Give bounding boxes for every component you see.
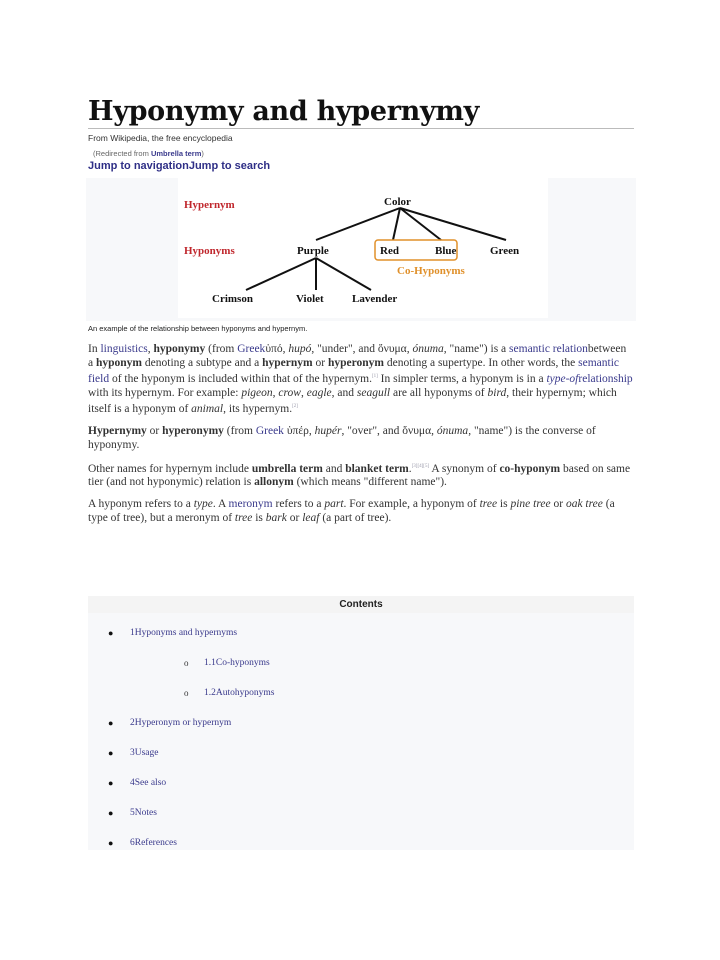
text: or	[286, 512, 303, 525]
page-title: Hyponymy and hypernymy	[88, 96, 634, 129]
text: is	[497, 498, 511, 511]
link-semantic-relation[interactable]: semantic relation	[509, 343, 588, 355]
text: In	[88, 343, 101, 355]
toc-item-1-1[interactable]	[184, 658, 270, 668]
link-type-of-text: type-of	[546, 372, 579, 385]
text-italic: pigeon	[241, 386, 273, 399]
label-cohyponyms: Co-Hyponyms	[397, 265, 465, 277]
text-italic: oak tree	[565, 498, 603, 511]
text-italic: ónuma	[412, 343, 444, 355]
term-hypernymy: Hypernymy	[88, 424, 147, 437]
text: (which means "different name").	[293, 476, 447, 489]
term-hyponym: hyponym	[95, 357, 143, 369]
redirect-suffix: )	[201, 149, 204, 158]
text: , and	[331, 386, 357, 399]
toc-item-label: 1.1Co-hyponyms	[204, 658, 270, 668]
text: , "name") is the converse of hyponymy.	[88, 424, 596, 451]
text-italic: eagle	[306, 386, 332, 399]
label-hyponyms: Hyponyms	[184, 245, 235, 257]
text-italic: part	[324, 498, 344, 511]
text: .	[408, 462, 412, 475]
text-italic: type	[193, 498, 213, 511]
link-type-of[interactable]	[546, 373, 632, 385]
link-semantic-field[interactable]: semantic field	[88, 357, 620, 385]
text: . A	[212, 498, 229, 511]
text-italic: hupér	[314, 424, 342, 437]
text: (a type of tree), but a meronym of	[88, 498, 615, 525]
text: , their hypernym; which itself is a hyponym of	[88, 386, 617, 415]
toc-item-label: 2Hyperonym or hypernym	[130, 718, 232, 728]
node-color: Color	[384, 196, 411, 208]
text: or	[312, 357, 328, 369]
reference-2[interactable]: [2]	[292, 403, 298, 409]
text: , "name") is a	[443, 343, 510, 355]
text-italic: animal	[191, 402, 224, 415]
paragraph-other-names	[88, 460, 634, 490]
toc-item-4[interactable]	[108, 778, 167, 788]
text: or	[146, 424, 163, 437]
text: denoting a subtype and a	[142, 357, 263, 369]
node-red: Red	[380, 245, 399, 257]
toc-item-label: 4See also	[130, 778, 167, 788]
reference-3-4-5[interactable]: [3][4][5]	[411, 463, 430, 469]
table-of-contents	[88, 596, 634, 850]
text: ,	[300, 386, 307, 399]
text: refers to a	[272, 498, 325, 511]
label-hypernym: Hypernym	[184, 199, 235, 211]
text-italic: ónuma	[436, 424, 469, 437]
paragraph-hyponymy	[88, 342, 634, 416]
link-greek[interactable]: Greek	[255, 424, 284, 437]
text: (a part of tree).	[319, 512, 392, 525]
text: are all hyponyms of	[390, 386, 488, 399]
link-meronym[interactable]: meronym	[228, 498, 273, 511]
text: ,	[272, 386, 279, 399]
bullet-icon: ●	[108, 718, 114, 728]
bullet-icon: ●	[108, 838, 114, 848]
text: denoting a supertype. In other words, the	[383, 357, 579, 369]
article	[88, 96, 634, 525]
link-linguistics[interactable]: linguistics	[100, 343, 148, 355]
text-italic: bark	[265, 512, 287, 525]
term-allonym: allonym	[254, 476, 294, 489]
circle-bullet-icon: o	[184, 658, 189, 668]
node-crimson: Crimson	[212, 293, 253, 305]
text: A synonym of	[429, 462, 500, 475]
text-italic: tree	[234, 512, 253, 525]
figure-box	[86, 178, 636, 321]
bullet-icon: ●	[108, 778, 114, 788]
toc-item-label: 1.2Autohyponyms	[204, 688, 275, 698]
text: between a	[88, 343, 627, 369]
text-italic: crow	[278, 386, 301, 399]
toc-item-2[interactable]	[108, 718, 232, 728]
node-lavender: Lavender	[352, 293, 398, 305]
bullet-icon: ●	[108, 748, 114, 758]
term-co-hyponym: co-hyponym	[499, 462, 561, 475]
toc-item-6[interactable]	[108, 838, 177, 848]
text: and	[322, 462, 346, 475]
term-hyponymy: hyponymy	[153, 343, 206, 355]
toc-item-1[interactable]	[108, 628, 238, 638]
toc-item-5[interactable]	[108, 808, 157, 818]
term-hyperonymy: hyperonymy	[162, 424, 224, 437]
site-subtitle: From Wikipedia, the free encyclopedia	[88, 133, 233, 143]
toc-item-3[interactable]	[108, 748, 159, 758]
text-italic: pine tree	[510, 498, 551, 511]
redirect-link[interactable]: Umbrella term	[150, 149, 202, 158]
text: Other names for hypernym include	[88, 462, 252, 475]
text: based on same tier (and not hyponymic) relation is	[88, 462, 631, 489]
toc-item-1-2[interactable]	[184, 688, 275, 698]
text: . For example, a hyponym of	[343, 498, 480, 511]
jump-links	[88, 160, 634, 172]
toc-item-label: 5Notes	[130, 808, 157, 818]
text: , "over", and ὄνυμα,	[341, 424, 437, 437]
text: (from	[205, 343, 238, 355]
jump-to-search-link[interactable]: Jump to search	[188, 160, 271, 172]
text: , its hypernym.	[223, 402, 293, 415]
node-green: Green	[490, 245, 520, 257]
jump-to-navigation-link[interactable]: Jump to navigation	[88, 160, 189, 172]
circle-bullet-icon: o	[184, 688, 189, 698]
text: of the hyponym is included within that of the hypernym.	[109, 372, 372, 385]
text: with its hypernym. For example:	[88, 386, 242, 399]
redirect-notice	[93, 149, 634, 158]
node-violet: Violet	[296, 293, 324, 305]
bullet-icon: ●	[108, 628, 114, 638]
text-italic: leaf	[302, 512, 320, 525]
node-purple: Purple	[297, 245, 329, 257]
figure-caption: An example of the relationship between hyponyms and hypernym.	[88, 324, 308, 333]
text-italic: bird	[487, 386, 507, 399]
text: is	[252, 512, 266, 525]
text: , "under", and ὄνυμα,	[311, 343, 413, 355]
text: A hyponym refers to a	[88, 498, 194, 511]
text-italic: tree	[479, 498, 498, 511]
text: (from	[223, 424, 256, 437]
reference-1[interactable]: [1]	[371, 374, 378, 379]
link-greek[interactable]: Greek	[237, 343, 266, 355]
toc-item-label: 6References	[130, 838, 177, 848]
hyponymy-tree-diagram	[86, 178, 636, 321]
text: ,	[147, 343, 154, 355]
text-italic: hupó	[288, 343, 312, 355]
term-hyperonym: hyperonym	[327, 357, 384, 369]
paragraph-hypernymy	[88, 424, 634, 452]
text-italic: seagull	[356, 386, 391, 399]
term-hypernym: hypernym	[262, 357, 313, 369]
bullet-icon: ●	[108, 808, 114, 818]
toc-item-label: 1Hyponyms and hypernyms	[130, 628, 238, 638]
text: ὑπέρ,	[283, 424, 315, 437]
toc-item-label: 3Usage	[130, 748, 159, 758]
text: or	[550, 498, 566, 511]
term-umbrella-term: umbrella term	[251, 462, 323, 475]
toc-title: Contents	[88, 596, 634, 613]
link-relationship-text: relationship	[578, 372, 633, 385]
paragraph-meronym	[88, 497, 634, 525]
node-blue: Blue	[435, 245, 457, 257]
term-blanket-term: blanket term	[345, 462, 409, 475]
redirect-prefix: (Redirected from	[93, 149, 151, 158]
text: ὑπό,	[265, 343, 289, 355]
text: In simpler terms, a hyponym is in a	[377, 372, 547, 385]
tree-edges	[246, 208, 506, 290]
